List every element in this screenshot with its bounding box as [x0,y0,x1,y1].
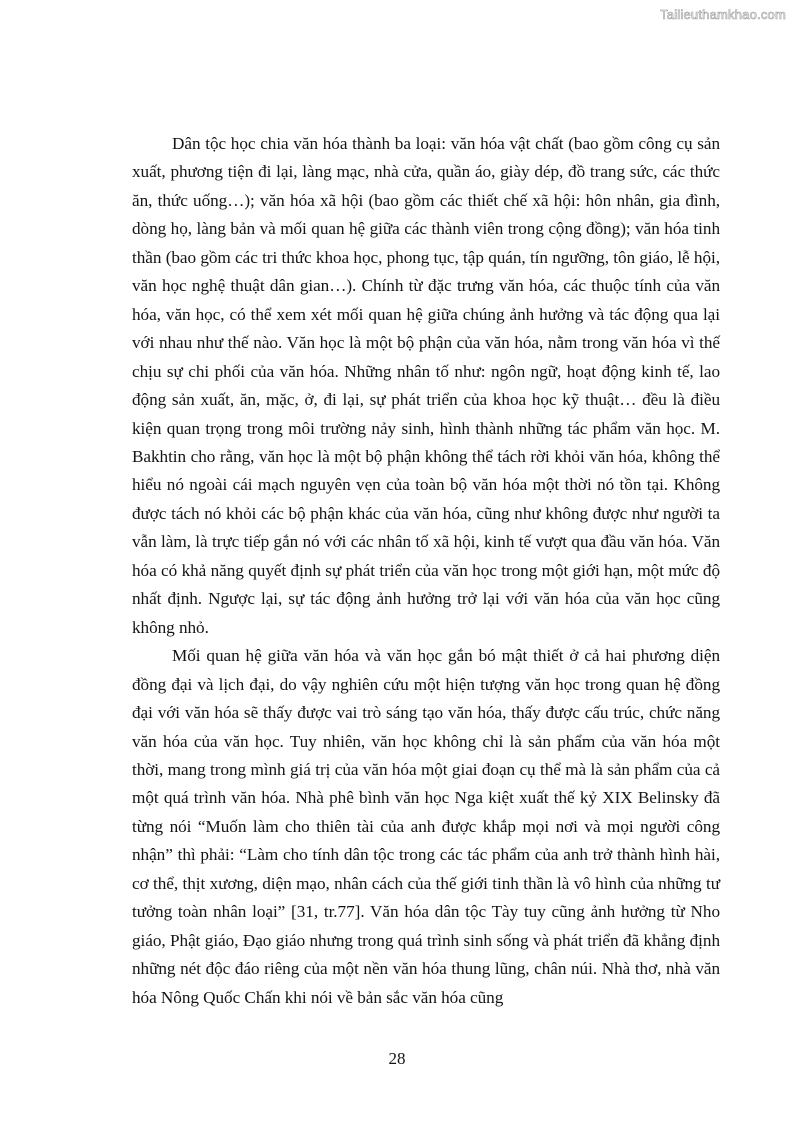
watermark-text: Tailieuthamkhao.com [660,7,786,22]
paragraph-2: Mối quan hệ giữa văn hóa và văn học gắn bó mật thiết ở cả hai phương diện đồng đại và lịch đại, do vậy nghiên cứu một hiện tượng văn học trong quan hệ đồng đại với văn hóa sẽ thấy được vai trò sáng tạo văn hóa, thấy được cấu trúc, chức năng văn hóa của văn học. Tuy nhiên, văn học không chỉ là sản phẩm của văn hóa một thời, mang trong mình giá trị của văn hóa một giai đoạn cụ thể mà là sản phẩm của cả một quá trình văn hóa. Nhà phê bình văn học Nga kiệt xuất thế kỷ XIX Belinsky đã từng nói “Muốn làm cho thiên tài của anh được khắp mọi nơi và mọi người công nhận” thì phải: “Làm cho tính dân tộc trong các tác phẩm của anh trở thành hình hài, cơ thể, thịt xương, diện mạo, nhân cách của thế giới tinh thần là vô hình của những tư tưởng toàn nhân loại” [31, tr.77]. Văn hóa dân tộc Tày tuy cũng ảnh hưởng từ Nho giáo, Phật giáo, Đạo giáo nhưng trong quá trình sinh sống và phát triển đã khẳng định những nét độc đáo riêng của một nền văn hóa thung lũng, chân núi. Nhà thơ, nhà văn hóa Nông Quốc Chấn khi nói về bản sắc văn hóa cũng [132,646,720,1007]
body-text [132,130,720,1012]
page-number: 28 [388,1049,406,1068]
paragraph-1: Dân tộc học chia văn hóa thành ba loại: văn hóa vật chất (bao gồm công cụ sản xuất, phương tiện đi lại, làng mạc, nhà cửa, quần áo, giày dép, đồ trang sức, các thức ăn, thức uống…); văn hóa xã hội (bao gồm các thiết chế xã hội: hôn nhân, gia đình, dòng họ, làng bản và mối quan hệ giữa các thành viên trong cộng đồng); văn hóa tinh thần (bao gồm các tri thức khoa học, phong tục, tập quán, tín ngưỡng, tôn giáo, lễ hội, văn học nghệ thuật dân gian…). Chính từ đặc trưng văn hóa, các thuộc tính của văn hóa, văn học, có thể xem xét mối quan hệ giữa chúng ảnh hưởng và tác động qua lại với nhau như thế nào. Văn học là một bộ phận của văn hóa, nằm trong văn hóa vì thế chịu sự chi phối của văn hóa. Những nhân tố như: ngôn ngữ, hoạt động kinh tế, lao động sản xuất, ăn, mặc, ở, đi lại, sự phát triển của khoa học kỹ thuật… đều là điều kiện quan trọng trong môi trường nảy sinh, hình thành những tác phẩm văn học. M. Bakhtin cho rằng, văn học là một bộ phận không thể tách rời khỏi văn hóa, không thể hiểu nó ngoài cái mạch nguyên vẹn của toàn bộ văn hóa một thời nó tồn tại. Không được tách nó khỏi các bộ phận khác của văn hóa, cũng như không được như người ta vẫn làm, là trực tiếp gắn nó với các nhân tố xã hội, kinh tế vượt qua đầu văn hóa. Văn hóa có khả năng quyết định sự phát triển của văn học trong một giới hạn, một mức độ nhất định. Ngược lại, sự tác động ảnh hưởng trở lại với văn hóa của văn học cũng không nhỏ. [132,134,720,637]
